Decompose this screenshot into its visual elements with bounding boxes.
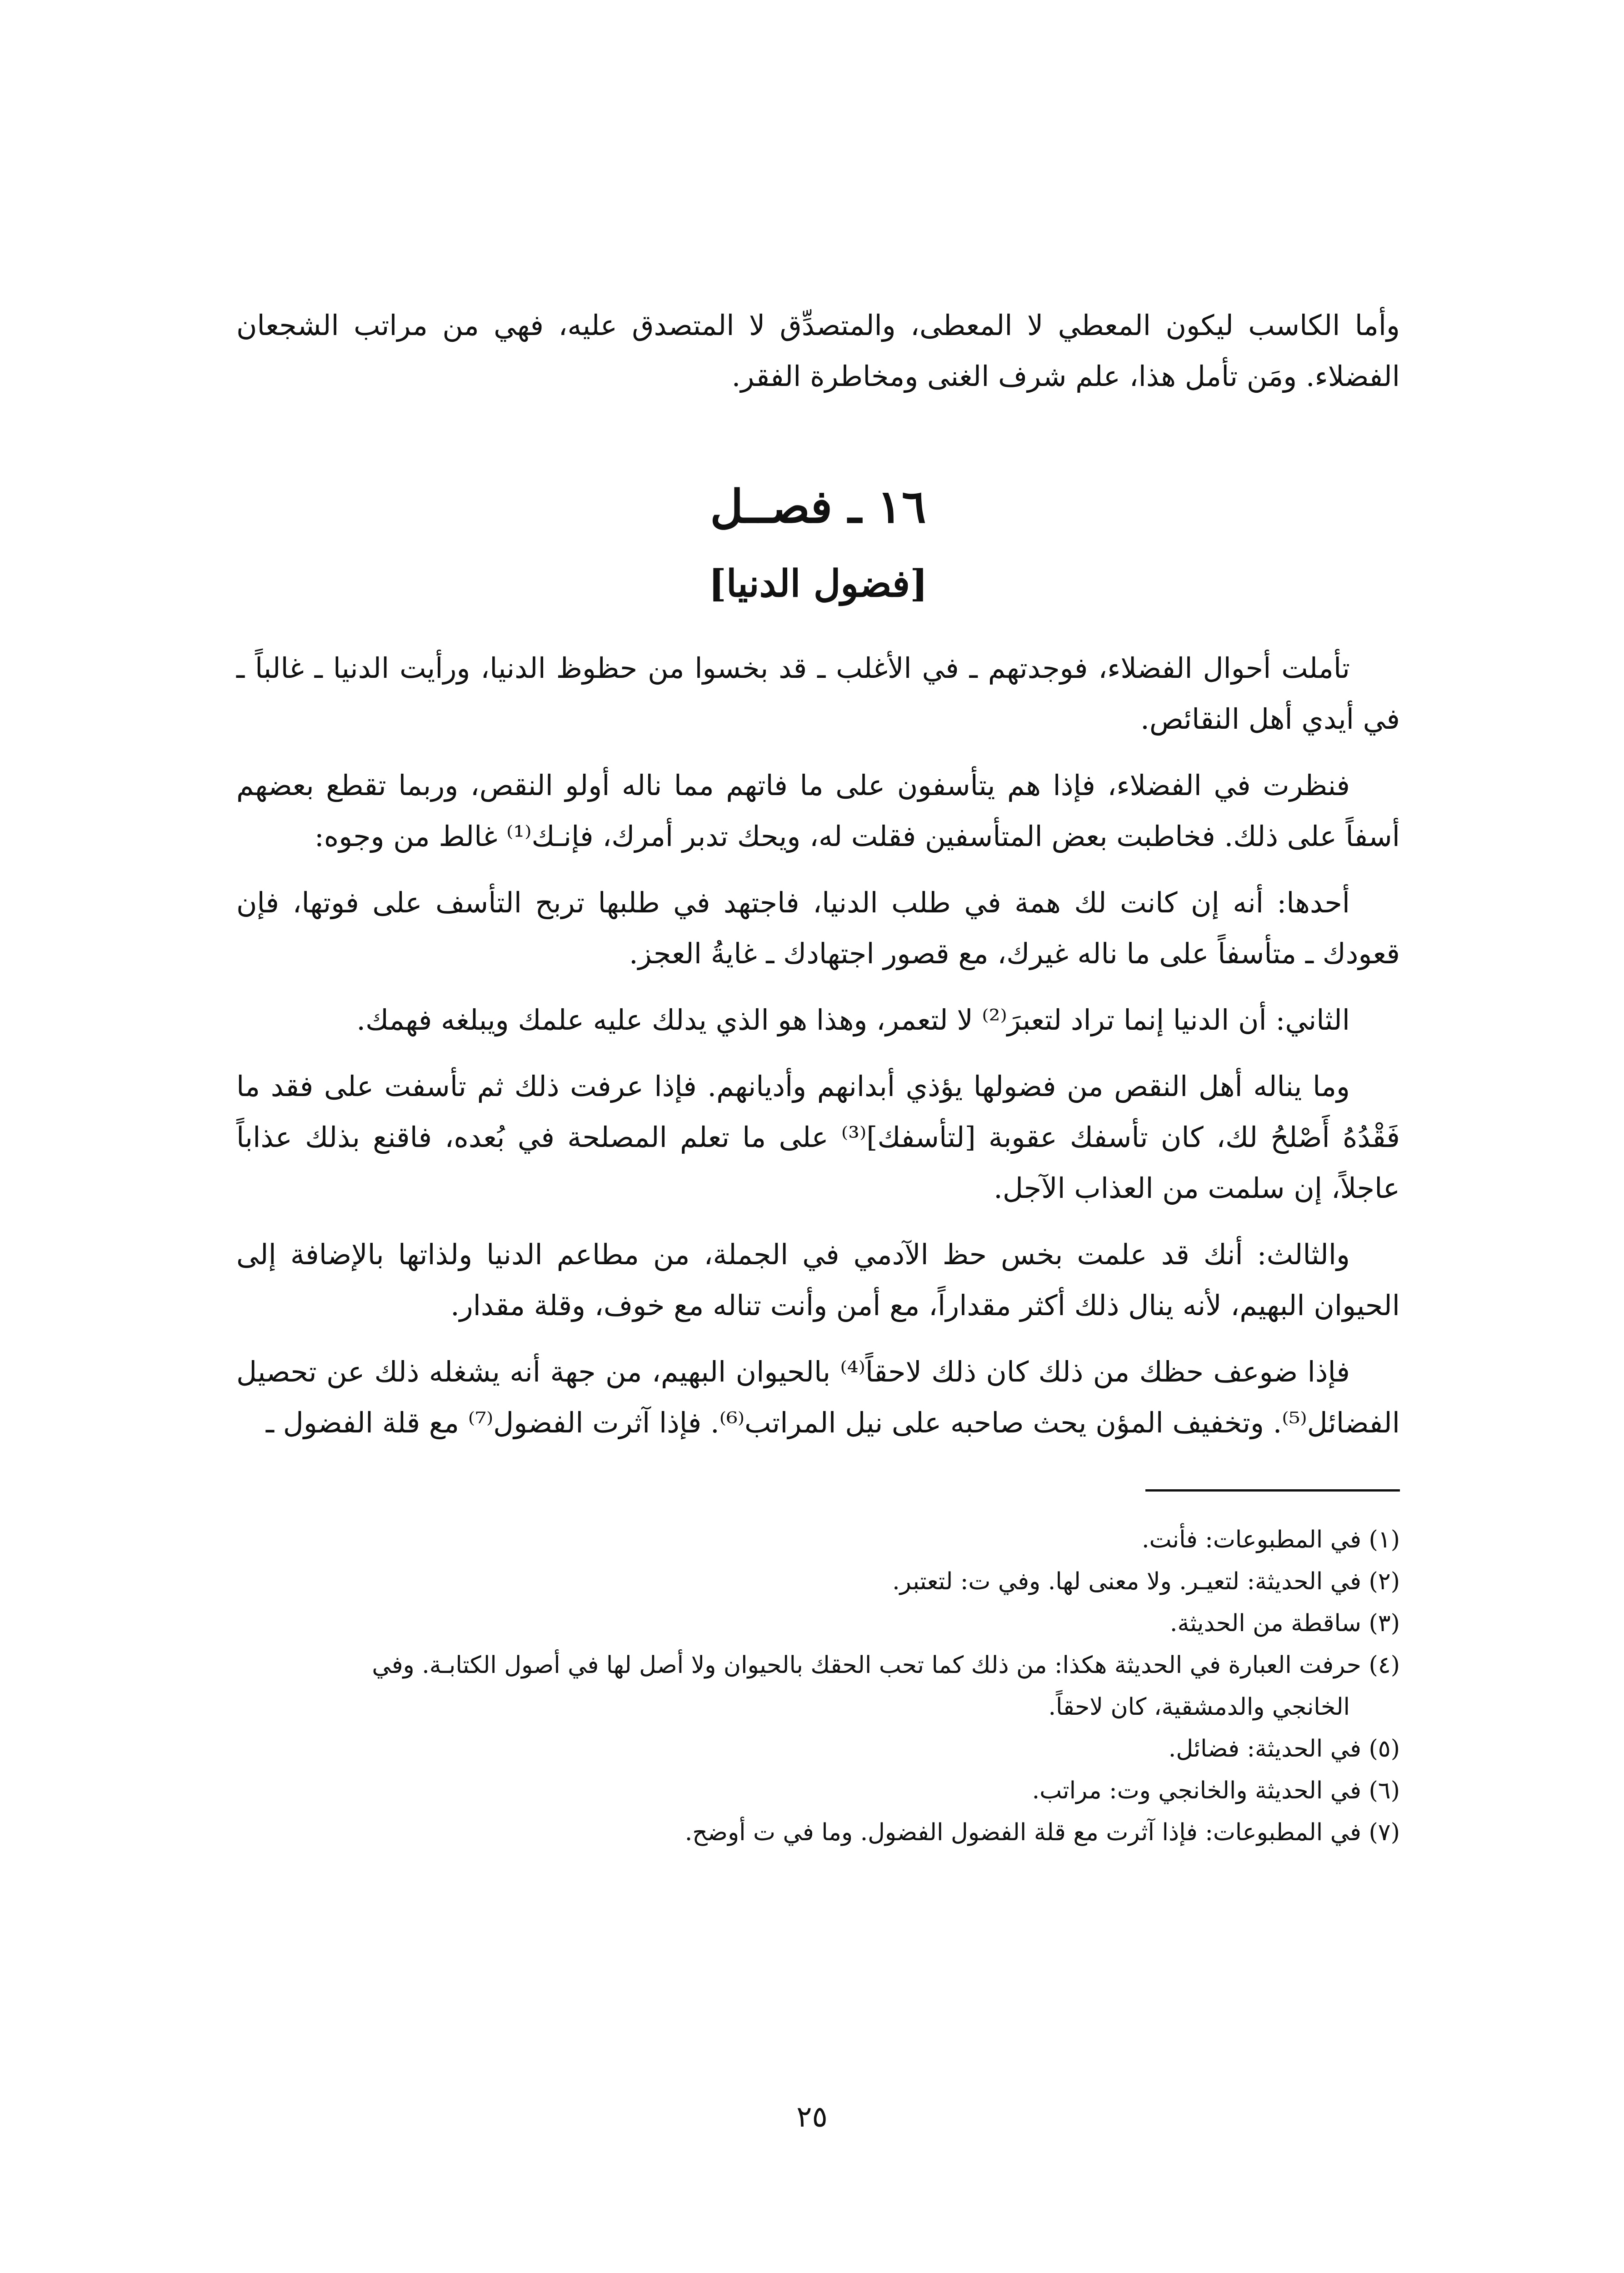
paragraph-3: أحدها: أنه إن كانت لك همة في طلب الدنيا، فاجتهد في طلبها تربح التأسف على فوتها، فإن قعودك ـ متأسفاً على ما ناله غيرك، مع قصور اجتهادك ـ غايةُ العجز. (236, 886, 1400, 970)
paragraph-7: فإذا ضوعف حظك من ذلك كان ذلك لاحقاً⁽⁴⁾ بالحيوان البهيم، من جهة أنه يشغله ذلك عن تحصيل الفضائل⁽⁵⁾. وتخفيف المؤن يحث صاحبه على نيل المراتب⁽⁶⁾. فإذا آثرت الفضول⁽⁷⁾ مع قلة الفضول ـ (236, 1355, 1400, 1439)
footnote-2: (٢) في الحديثة: لتعيـر. ولا معنى لها. وفي ت: لتعتبر. (892, 1568, 1400, 1595)
chapter-title: ١٦ ـ فصــل (710, 480, 926, 533)
chapter-subtitle: [فضول الدنيا] (709, 562, 928, 606)
footnote-5: (٥) في الحديثة: فضائل. (1168, 1735, 1400, 1762)
footnote-3: (٣) ساقطة من الحديثة. (1169, 1610, 1400, 1637)
paragraph-6: والثالث: أنك قد علمت بخس حظ الآدمي في الجملة، من مطاعم الدنيا ولذاتها بالإضافة إلى الحيوان البهيم، لأنه ينال ذلك أكثر مقداراً، مع أمن وأنت تناله مع خوف، وقلة مقدار. (236, 1238, 1400, 1322)
footnote-4-continuation: الخانجي والدمشقية، كان لاحقاً. (1048, 1693, 1350, 1721)
footnote-4: (٤) حرفت العبارة في الحديثة هكذا: من ذلك كما تحب الحقك بالحيوان ولا أصل لها في أصول الكتابـة. وفي (372, 1652, 1400, 1679)
opening-paragraph: وأما الكاسب ليكون المعطي لا المعطى، والمتصدِّق لا المتصدق عليه، فهي من مراتب الشجعان الفضلاء. ومَن تأمل هذا، علم شرف الغنى ومخاطرة الفقر. (236, 309, 1400, 393)
page-content (236, 300, 1400, 1853)
paragraph-2: فنظرت في الفضلاء، فإذا هم يتأسفون على ما فاتهم مما ناله أولو النقص، وربما تقطع بعضهم أسفاً على ذلك. فخاطبت بعض المتأسفين فقلت له، ويحك تدبر أمرك، فإنـك⁽¹⁾ غالط من وجوه: (236, 769, 1400, 853)
footnotes (236, 1519, 1400, 1853)
footnote-7: (٧) في المطبوعات: فإذا آثرت مع قلة الفضول الفضول. وما في ت أوضح. (685, 1819, 1400, 1846)
paragraph-4: الثاني: أن الدنيا إنما تراد لتعبرَ⁽²⁾ لا لتعمر، وهذا هو الذي يدلك عليه علمك ويبلغه فهمك. (356, 1003, 1350, 1036)
footnote-1: (١) في المطبوعات: فأنت. (1142, 1526, 1400, 1553)
paragraph-5: وما يناله أهل النقص من فضولها يؤذي أبدانهم وأديانهم. فإذا عرفت ذلك ثم تأسفت على فقد ما فَقْدُهُ أَصْلحُ لك، كان تأسفك عقوبة [لتأسفك]⁽³⁾ على ما تعلم المصلحة في بُعده، فاقنع بذلك عذاباً عاجلاً، إن سلمت من العذاب الآجل. (236, 1070, 1400, 1205)
footnote-6: (٦) في الحديثة والخانجي وت: مراتب. (1032, 1777, 1400, 1804)
footnote-separator (1145, 1489, 1400, 1492)
paragraph-1: تأملت أحوال الفضلاء، فوجدتهم ـ في الأغلب ـ قد بخسوا من حظوظ الدنيا، ورأيت الدنيا ـ غالباً ـ في أيدي أهل النقائص. (236, 651, 1400, 736)
page-number: ٢٥ (796, 2100, 828, 2134)
